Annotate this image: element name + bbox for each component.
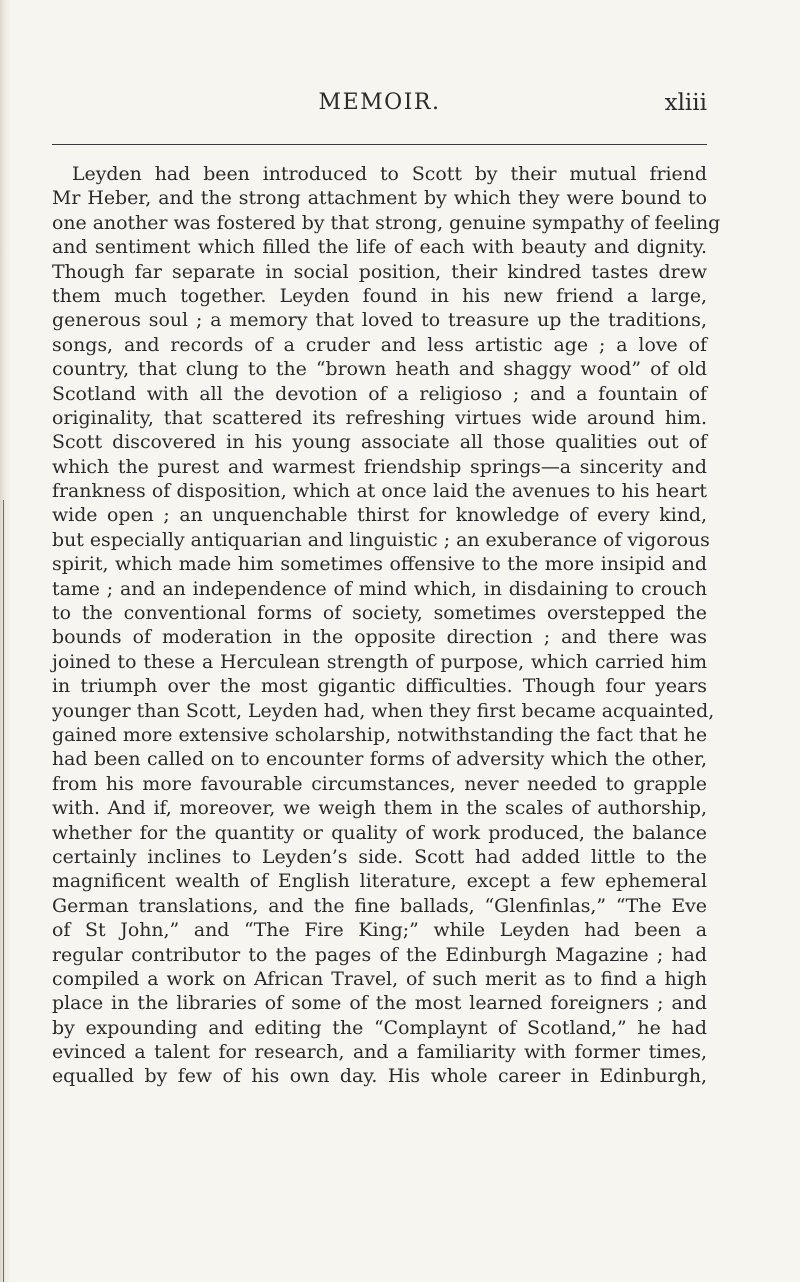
- text-line: bounds of moderation in the opposite direction ; and there was: [52, 626, 707, 649]
- text-line: evinced a talent for research, and a familiarity with former times,: [52, 1041, 707, 1064]
- text-line: equalled by few of his own day. His whole career in Edinburgh,: [52, 1065, 707, 1088]
- header-rule: [52, 144, 707, 145]
- text-line: in triumph over the most gigantic difficulties. Though four years: [52, 675, 707, 698]
- text-line: had been called on to encounter forms of adversity which the other,: [52, 748, 707, 771]
- page-header: [52, 88, 707, 128]
- body-text: [52, 162, 721, 1089]
- page-number: xliii: [664, 90, 707, 116]
- text-line: country, that clung to the “brown heath and shaggy wood” of old: [52, 358, 707, 381]
- text-line: tame ; and an independence of mind which, in disdaining to crouch: [52, 577, 707, 600]
- text-line: songs, and records of a cruder and less artistic age ; a love of: [52, 333, 707, 356]
- text-line: gained more extensive scholarship, notwithstanding the fact that he: [52, 723, 707, 746]
- text-line: by expounding and editing the “Complaynt of Scotland,” he had: [52, 1016, 707, 1039]
- text-line: but especially antiquarian and linguistic ; an exuberance of vigorous: [52, 528, 710, 551]
- text-line: place in the libraries of some of the most learned foreigners ; and: [52, 992, 707, 1015]
- text-line: spirit, which made him sometimes offensive to the more insipid and: [52, 553, 707, 576]
- text-line: Mr Heber, and the strong attachment by which they were bound to: [52, 187, 707, 210]
- text-line: and sentiment which filled the life of each with beauty and dignity.: [52, 236, 707, 259]
- text-line: with. And if, moreover, we weigh them in the scales of authorship,: [52, 797, 707, 820]
- text-line: them much together. Leyden found in his new friend a large,: [52, 284, 707, 307]
- text-line: Leyden had been introduced to Scott by their mutual friend: [72, 163, 707, 185]
- text-line: one another was fostered by that strong, genuine sympathy of feeling: [52, 211, 721, 234]
- text-line: Scott discovered in his young associate all those qualities out of: [52, 431, 707, 454]
- text-line: Scotland with all the devotion of a religioso ; and a fountain of: [52, 382, 707, 405]
- text-line: which the purest and warmest friendship springs—a sincerity and: [52, 455, 707, 478]
- text-line: younger than Scott, Leyden had, when they first became acquainted,: [52, 699, 715, 722]
- text-line: German translations, and the fine ballads, “Glenfinlas,” “The Eve: [52, 894, 707, 917]
- text-line: joined to these a Herculean strength of purpose, which carried him: [52, 650, 707, 673]
- text-line: whether for the quantity or quality of work produced, the balance: [52, 821, 707, 844]
- text-line: frankness of disposition, which at once laid the avenues to his heart: [52, 480, 707, 503]
- text-line: magnificent wealth of English literature, except a few ephemeral: [52, 870, 707, 893]
- running-title: MEMOIR.: [318, 90, 441, 115]
- text-line: originality, that scattered its refreshing virtues wide around him.: [52, 406, 707, 429]
- text-line: regular contributor to the pages of the Edinburgh Magazine ; had: [52, 943, 707, 966]
- text-line: compiled a work on African Travel, of such merit as to find a high: [52, 967, 707, 990]
- text-line: certainly inclines to Leyden’s side. Scott had added little to the: [52, 845, 707, 868]
- page-edge: [0, 0, 10, 1282]
- text-line: generous soul ; a memory that loved to treasure up the traditions,: [52, 309, 707, 332]
- text-line: Though far separate in social position, their kindred tastes drew: [52, 260, 707, 283]
- text-line: to the conventional forms of society, sometimes overstepped the: [52, 602, 707, 625]
- text-line: of St John,” and “The Fire King;” while Leyden had been a: [52, 919, 707, 942]
- text-line: from his more favourable circumstances, never needed to grapple: [52, 772, 707, 795]
- text-line: wide open ; an unquenchable thirst for knowledge of every kind,: [52, 504, 707, 527]
